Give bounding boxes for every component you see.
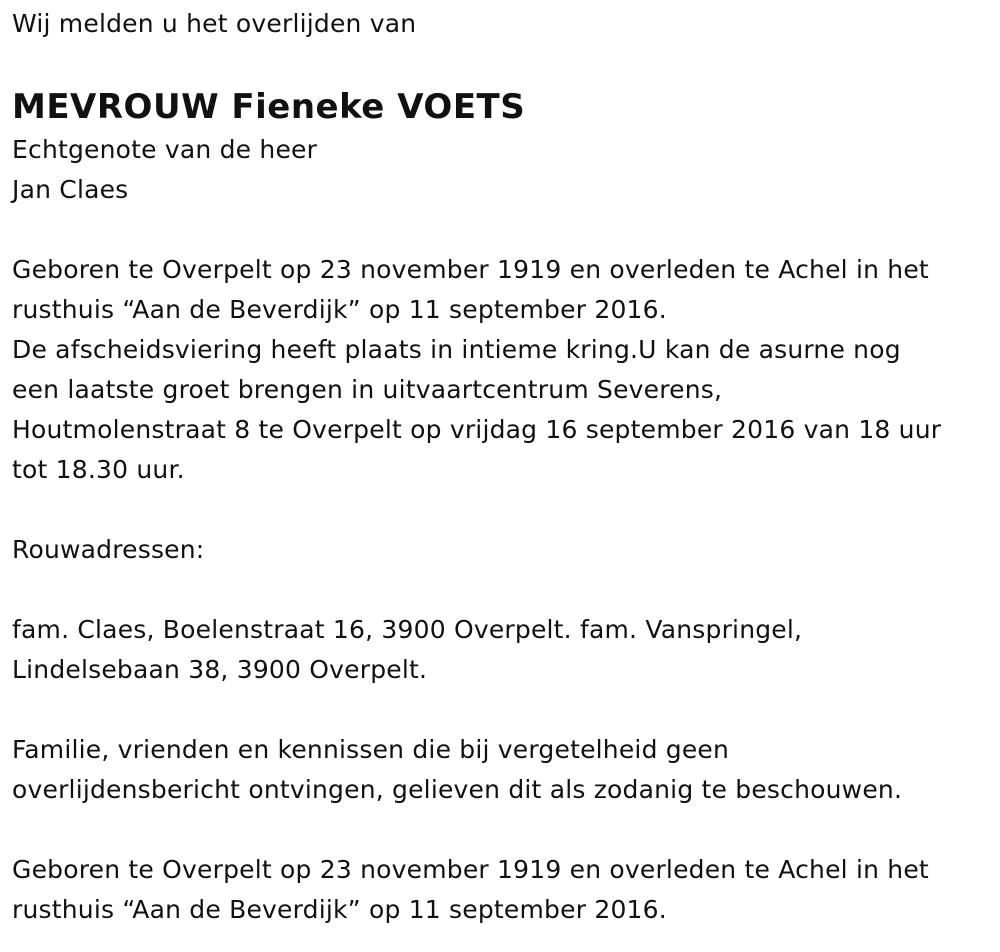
spacer — [12, 210, 988, 250]
notice-line-1: Familie, vrienden en kennissen die bij vergetelheid geen — [12, 735, 730, 764]
spouse-line-2: Jan Claes — [12, 175, 129, 204]
repeat-paragraph — [12, 850, 988, 930]
notice-paragraph — [12, 730, 988, 810]
address-line-1: fam. Claes, Boelenstraat 16, 3900 Overpelt. fam. Vanspringel, — [12, 615, 803, 644]
deceased-name: MEVROUW Fieneke VOETS — [12, 87, 526, 127]
spacer — [12, 490, 988, 530]
obituary-document — [0, 4, 1000, 952]
details-line-2: rusthuis “Aan de Beverdijk” op 11 september 2016. — [12, 295, 667, 324]
spacer — [12, 690, 988, 730]
repeat-line-1: Geboren te Overpelt op 23 november 1919 en overleden te Achel in het — [12, 855, 929, 884]
address-line-2: Lindelsebaan 38, 3900 Overpelt. — [12, 655, 428, 684]
intro-text: Wij melden u het overlijden van — [12, 9, 417, 38]
spouse-line-1: Echtgenote van de heer — [12, 135, 318, 164]
repeat-line-2: rusthuis “Aan de Beverdijk” op 11 september 2016. — [12, 895, 667, 924]
mourning-heading: Rouwadressen: — [12, 535, 205, 564]
details-line-5: Houtmolenstraat 8 te Overpelt op vrijdag 16 september 2016 van 18 uur — [12, 415, 942, 444]
details-paragraph — [12, 250, 988, 490]
mourning-addresses — [12, 610, 988, 690]
details-line-3: De afscheidsviering heeft plaats in intieme kring.U kan de asurne nog — [12, 335, 901, 364]
details-line-1: Geboren te Overpelt op 23 november 1919 en overleden te Achel in het — [12, 255, 929, 284]
details-line-6: tot 18.30 uur. — [12, 455, 185, 484]
spacer — [12, 810, 988, 850]
spacer — [12, 570, 988, 610]
notice-line-2: overlijdensbericht ontvingen, gelieven dit als zodanig te beschouwen. — [12, 775, 903, 804]
details-line-4: een laatste groet brengen in uitvaartcentrum Severens, — [12, 375, 723, 404]
